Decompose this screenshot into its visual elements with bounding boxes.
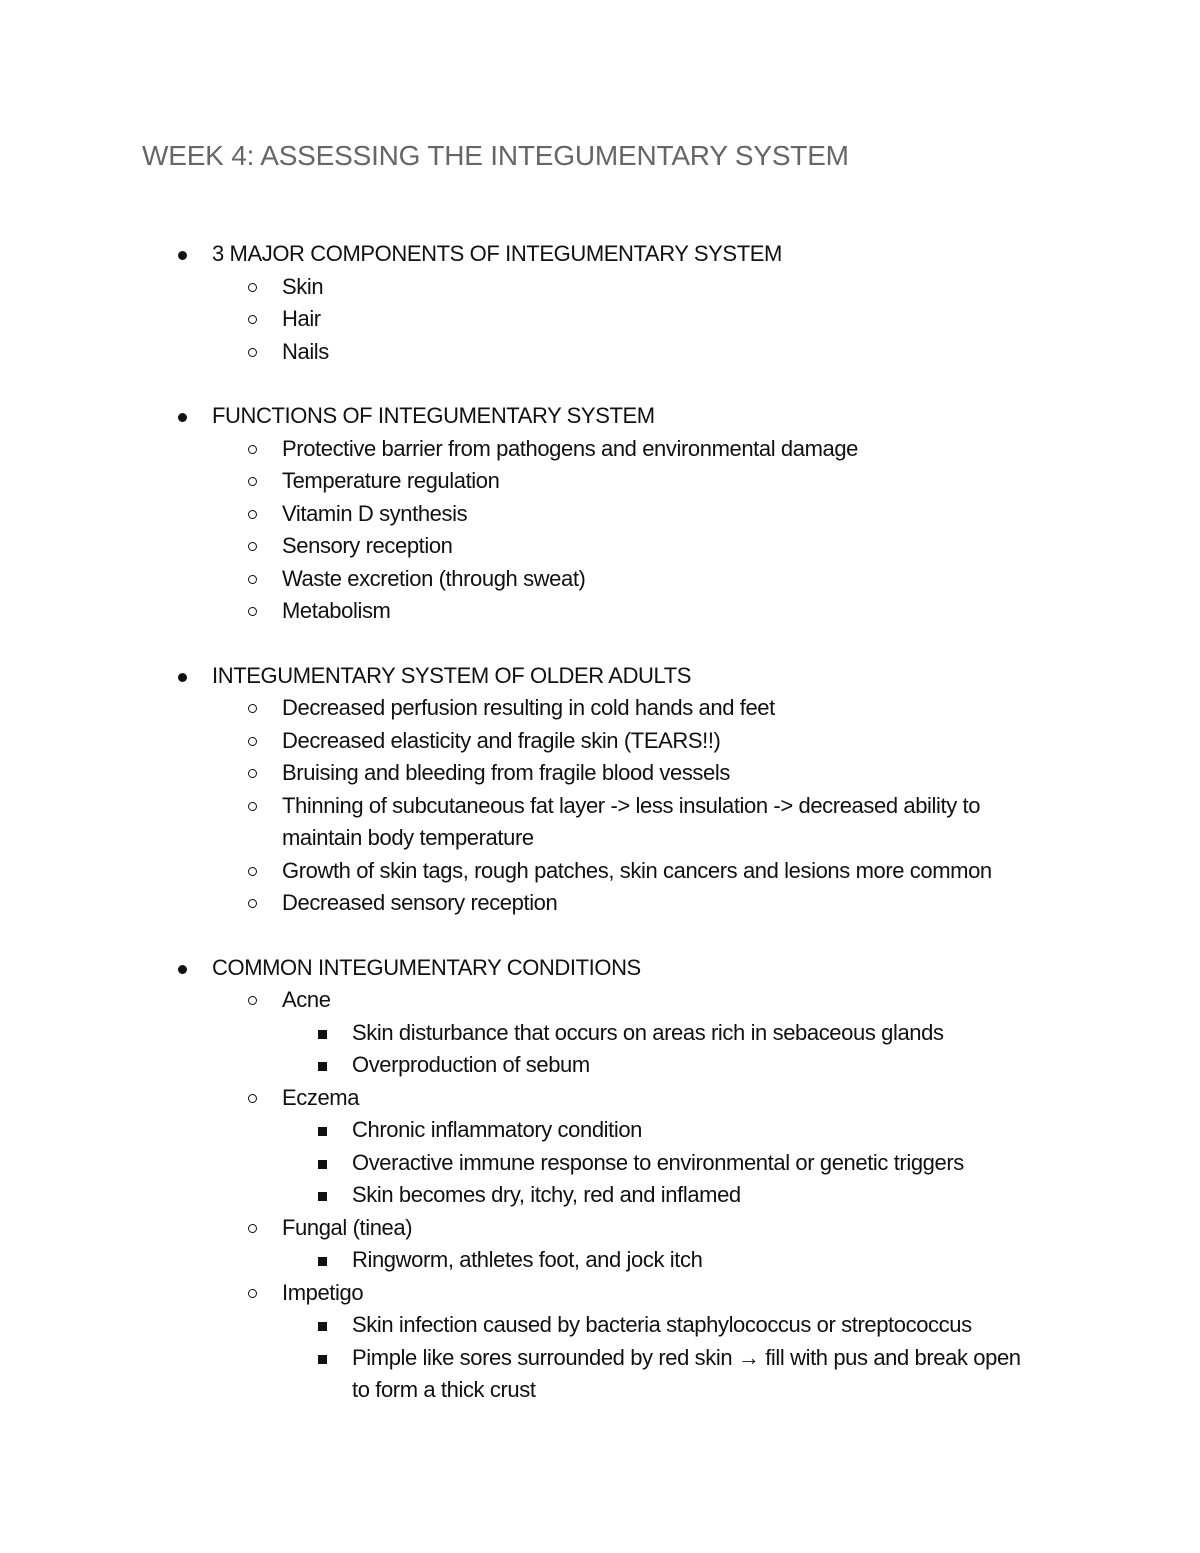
section bbox=[0, 400, 1200, 628]
sub-list-item-text: Skin infection caused by bacteria staphylococcus or streptococcus bbox=[352, 1312, 972, 1337]
list-item bbox=[0, 725, 1200, 758]
hollow-circle-bullet-icon bbox=[246, 433, 260, 466]
list-item-text: Decreased elasticity and fragile skin (TEARS!!) bbox=[282, 727, 721, 753]
sub-list-item bbox=[0, 1049, 1200, 1082]
square-bullet-icon bbox=[316, 1049, 330, 1082]
list-item-text: Nails bbox=[282, 338, 329, 364]
list-item-text: Metabolism bbox=[282, 598, 391, 623]
hollow-circle-bullet-icon bbox=[246, 984, 260, 1017]
section bbox=[0, 238, 1200, 368]
list-item bbox=[0, 498, 1200, 531]
document-title: WEEK 4: ASSESSING THE INTEGUMENTARY SYSTEM bbox=[142, 140, 849, 171]
section-heading-text: FUNCTIONS OF INTEGUMENTARY SYSTEM bbox=[212, 403, 655, 428]
square-bullet-icon bbox=[316, 1114, 330, 1147]
square-bullet-icon bbox=[316, 1244, 330, 1277]
hollow-circle-bullet-icon bbox=[246, 563, 260, 596]
hollow-circle-bullet-icon bbox=[246, 1277, 260, 1310]
list-item-text: Thinning of subcutaneous fat layer -> less insulation -> decreased ability to maintain body temperature bbox=[282, 792, 981, 850]
list-item-text: Bruising and bleeding from fragile blood vessels bbox=[282, 760, 730, 785]
sub-list-item-text: Pimple like sores surrounded by red skin → fill with pus and break open to form a thick crust bbox=[352, 1344, 1021, 1402]
list-item-text: Sensory reception bbox=[282, 533, 453, 558]
hollow-circle-bullet-icon bbox=[246, 271, 260, 304]
sub-list-item bbox=[0, 1147, 1200, 1180]
filled-circle-bullet-icon bbox=[176, 660, 190, 693]
sub-list-item-text: Overactive immune response to environmental or genetic triggers bbox=[352, 1149, 964, 1175]
hollow-circle-bullet-icon bbox=[246, 1212, 260, 1245]
list-item bbox=[0, 303, 1200, 336]
hollow-circle-bullet-icon bbox=[246, 1082, 260, 1115]
list-item-text: Growth of skin tags, rough patches, skin cancers and lesions more common bbox=[282, 857, 992, 883]
list-item-text: Eczema bbox=[282, 1084, 360, 1110]
hollow-circle-bullet-icon bbox=[246, 498, 260, 531]
hollow-circle-bullet-icon bbox=[246, 855, 260, 888]
section-heading bbox=[0, 952, 1200, 985]
sub-list-item bbox=[0, 1342, 1200, 1407]
sub-list-item-text: Skin becomes dry, itchy, red and inflamed bbox=[352, 1182, 741, 1207]
list-item bbox=[0, 563, 1200, 596]
hollow-circle-bullet-icon bbox=[246, 303, 260, 336]
square-bullet-icon bbox=[316, 1179, 330, 1212]
list-item-text: Hair bbox=[282, 306, 321, 331]
hollow-circle-bullet-icon bbox=[246, 790, 260, 823]
hollow-circle-bullet-icon bbox=[246, 530, 260, 563]
sub-list-item bbox=[0, 1309, 1200, 1342]
list-item bbox=[0, 433, 1200, 466]
list-item-text: Vitamin D synthesis bbox=[282, 500, 468, 526]
list-item bbox=[0, 855, 1200, 888]
list-item bbox=[0, 271, 1200, 304]
sub-list-item-text: Overproduction of sebum bbox=[352, 1052, 590, 1077]
section-heading bbox=[0, 660, 1200, 693]
list-item bbox=[0, 530, 1200, 563]
sub-list-item bbox=[0, 1114, 1200, 1147]
sub-list-item bbox=[0, 1244, 1200, 1277]
list-item-text: Temperature regulation bbox=[282, 468, 500, 493]
list-item bbox=[0, 790, 1200, 855]
list-item-text: Skin bbox=[282, 273, 324, 299]
hollow-circle-bullet-icon bbox=[246, 595, 260, 628]
list-item bbox=[0, 692, 1200, 725]
list-item bbox=[0, 887, 1200, 920]
sub-list-item-text: Chronic inflammatory condition bbox=[352, 1117, 643, 1142]
hollow-circle-bullet-icon bbox=[246, 692, 260, 725]
square-bullet-icon bbox=[316, 1309, 330, 1342]
list-item bbox=[0, 1082, 1200, 1115]
list-item bbox=[0, 336, 1200, 369]
section bbox=[0, 952, 1200, 1407]
hollow-circle-bullet-icon bbox=[246, 465, 260, 498]
list-item bbox=[0, 984, 1200, 1017]
square-bullet-icon bbox=[316, 1342, 330, 1375]
sub-list-item bbox=[0, 1017, 1200, 1050]
section-heading-text: INTEGUMENTARY SYSTEM OF OLDER ADULTS bbox=[212, 662, 692, 688]
list-item-text: Protective barrier from pathogens and environmental damage bbox=[282, 435, 859, 461]
list-item bbox=[0, 465, 1200, 498]
section bbox=[0, 660, 1200, 920]
hollow-circle-bullet-icon bbox=[246, 725, 260, 758]
list-item-text: Waste excretion (through sweat) bbox=[282, 565, 586, 591]
section-heading bbox=[0, 238, 1200, 271]
square-bullet-icon bbox=[316, 1147, 330, 1180]
filled-circle-bullet-icon bbox=[176, 952, 190, 985]
list-item bbox=[0, 1277, 1200, 1310]
list-item-text: Decreased perfusion resulting in cold hands and feet bbox=[282, 695, 775, 720]
list-item bbox=[0, 595, 1200, 628]
sub-list-item-text: Skin disturbance that occurs on areas rich in sebaceous glands bbox=[352, 1019, 944, 1045]
section-heading-text: 3 MAJOR COMPONENTS OF INTEGUMENTARY SYSTEM bbox=[212, 241, 782, 266]
list-item bbox=[0, 757, 1200, 790]
hollow-circle-bullet-icon bbox=[246, 336, 260, 369]
list-item bbox=[0, 1212, 1200, 1245]
square-bullet-icon bbox=[316, 1017, 330, 1050]
section-heading-text: COMMON INTEGUMENTARY CONDITIONS bbox=[212, 954, 641, 980]
sub-list-item bbox=[0, 1179, 1200, 1212]
list-item-text: Acne bbox=[282, 987, 331, 1012]
list-item-text: Impetigo bbox=[282, 1279, 364, 1305]
list-item-text: Fungal (tinea) bbox=[282, 1214, 413, 1240]
list-item-text: Decreased sensory reception bbox=[282, 890, 558, 915]
document-body bbox=[0, 238, 1200, 1439]
hollow-circle-bullet-icon bbox=[246, 887, 260, 920]
filled-circle-bullet-icon bbox=[176, 400, 190, 433]
sub-list-item-text: Ringworm, athletes foot, and jock itch bbox=[352, 1247, 703, 1272]
section-heading bbox=[0, 400, 1200, 433]
hollow-circle-bullet-icon bbox=[246, 757, 260, 790]
filled-circle-bullet-icon bbox=[176, 238, 190, 271]
